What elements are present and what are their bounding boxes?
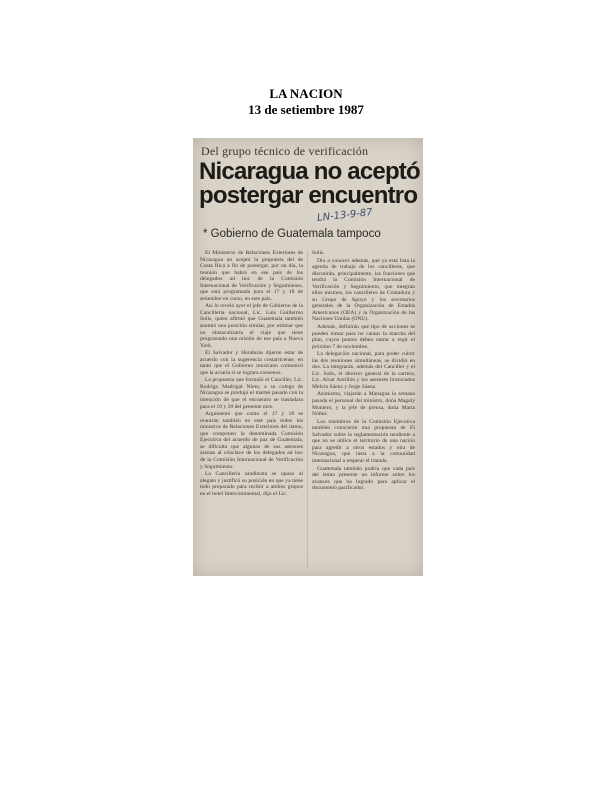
paragraph: La propuesta que formuló el Canciller, Lic. Rodrigo Madrigal Nieto, a su colega de Nicaragua se produjo el martes pasado con la intención de que el encuentro se trasladara para el 19 y 20 del presente mes. bbox=[200, 377, 303, 410]
publication-name: LA NACION bbox=[269, 86, 343, 101]
handwritten-date-note: LN-13-9-87 bbox=[316, 207, 374, 224]
paragraph: El Salvador y Honduras dijeron estar de acuerdo con la sugerencia costarricense, en tanto que el Gobierno mexicano comunicó que la aviaría si se lograra consenso. bbox=[200, 350, 303, 376]
paragraph: Asimismo, viajarán a Managua la semana pasada el personal del ministro, doña Magaly Montero, y la jefe de prensa, doña Marta Núñez. bbox=[312, 391, 415, 418]
article-subhead: * Gobierno de Guatemala tampoco bbox=[203, 228, 381, 240]
column-divider bbox=[307, 250, 308, 568]
newspaper-clipping bbox=[193, 138, 423, 576]
paragraph: Guatemala también podría que cada país del istmo presente un informe sobre los avances que ha logrado para aplicar el documento pacificador. bbox=[312, 465, 415, 492]
paragraph: El Ministerio de Relaciones Exteriores de Nicaragua no aceptó la propuesta del de Costa Rica a fin de postergar, por un día, la reunión que habrá en ese país de los delegados ad hoc de la Comisión Internacional de Verificación y Seguimiento, que está programada para el 17 y 18 de setiembre en curso, en este país. bbox=[200, 250, 303, 302]
article-column-right bbox=[312, 250, 415, 493]
page-header bbox=[0, 86, 612, 118]
paragraph: Además, definirán qué tipo de acciones se pueden tomar para no causar la marcha del plan, cuyos puntos deben entrar a regir el próximo 7 de noviembre. bbox=[312, 324, 415, 350]
paragraph: Así lo reveló ayer el jefe de Gobierno de la Cancillería nacional, Lic. Luis Guillermo Solís, quien afirmó que Guatemala también asumió una posición similar, por estimar que no obstaculizaría el viaje que tiene programado una misión de ese país a Nueva York. bbox=[200, 303, 303, 349]
paragraph: Los miembros de la Comisión Ejecutiva también conocerán una propuesta de El Salvador sobre la reglamentación tendiente a que no se utilice el territorio de una nación para agredir a otros estados y otra de Nicaragua, que insta a la comunidad internacional a respetar el tratado. bbox=[312, 418, 415, 464]
paragraph: Argumentó que como el 17 y 18 se reunirán también en este país todos los ministros de Relaciones Exteriores del istmo, que componen la denominada Comisión Ejecutiva del acuerdo de paz de Guatemala, se dificulta que algunos de sus asesores asistan al cónclave de los delegados ad hoc de la Comisión Internacional de Verificación y Seguimiento. bbox=[200, 411, 303, 470]
paragraph: La Cancillería sandinista se opuso al alegato y justificó su posición en que ya tiene todo preparado para recibir a ambos grupos en el hotel Intercontinental, dijo el Lic. bbox=[200, 471, 303, 497]
publication-date: 13 de setiembre 1987 bbox=[248, 102, 364, 117]
article-headline: Nicaragua no aceptó postergar encuentro bbox=[199, 158, 420, 209]
paragraph: La delegación nacional, para poder cubrir las dos reuniones simultáneas, se dividió en dos. La integrarán, además del Canciller y el Lic. Solís, el director general de la carrera, Lic. Alvar Antillón y los asesores licenciados Melvin Sáenz y Jorge Sáenz. bbox=[312, 351, 415, 390]
article-kicker: Del grupo técnico de verificación bbox=[201, 144, 369, 158]
paragraph: Dio a conocer además, que ya está lista la agenda de trabajo de los cancilleres, que discutirán, principalmente, las funciones que tendrá la Comisión Internacional de Verificación y Seguimiento, que integran ellos mismos, los cancilleres de Contadora y su Grupo de Apoyo y los secretarios generales de la Organización de Estados Americanos (OEA) y la Organización de las Naciones Unidas (ONU). bbox=[312, 257, 415, 323]
article-column-left bbox=[200, 250, 303, 498]
paragraph: Solís. bbox=[312, 250, 325, 256]
